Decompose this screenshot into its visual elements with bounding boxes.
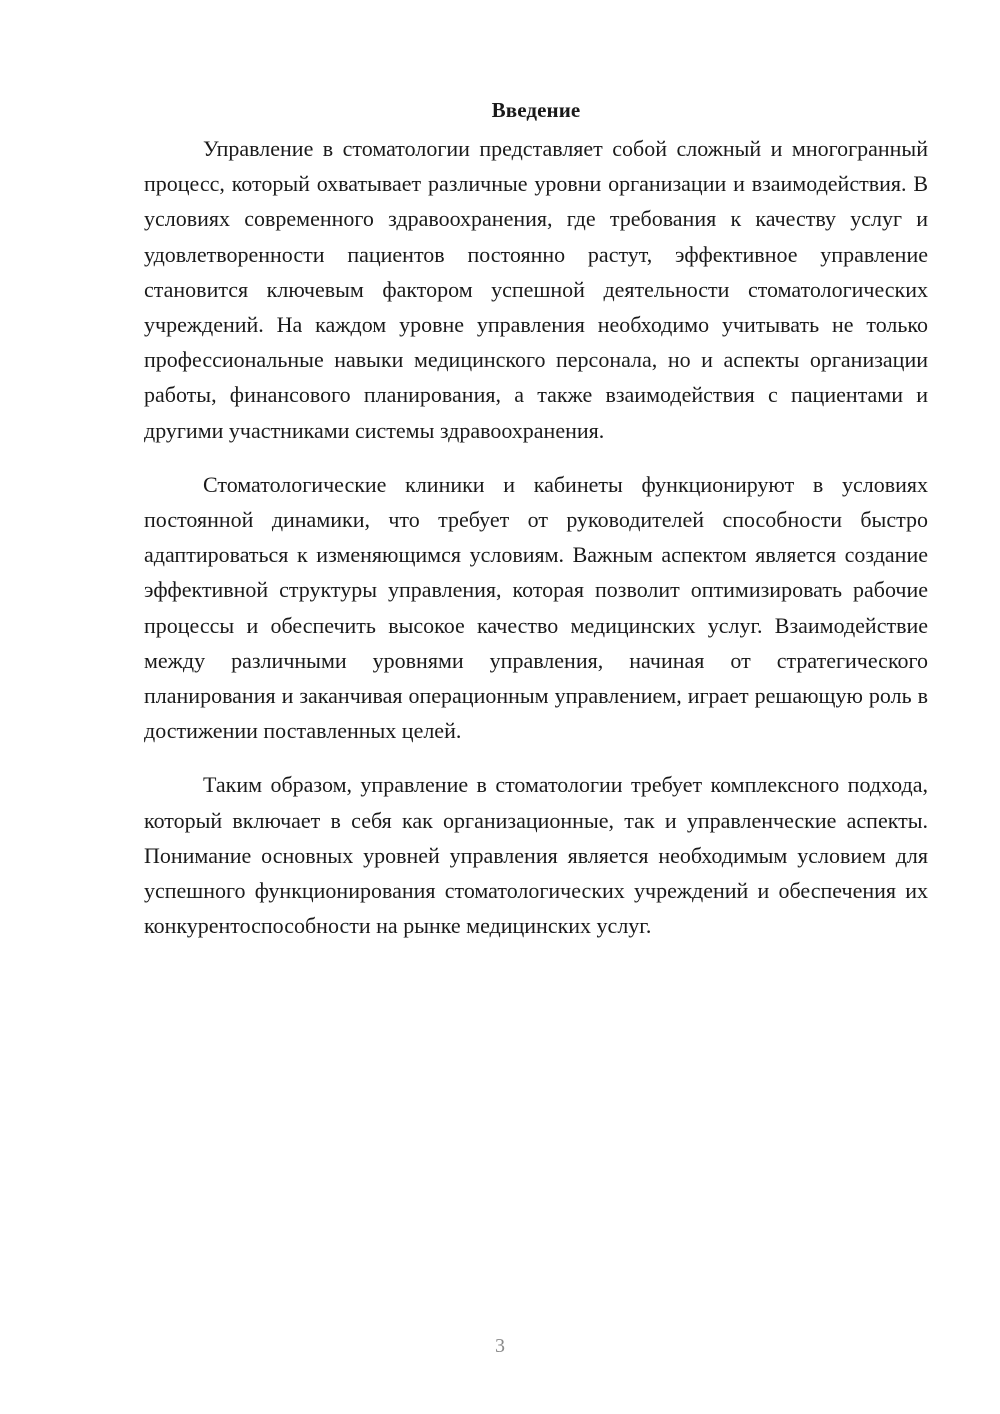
paragraph-1: Управление в стоматологии представляет собой сложный и многогранный процесс, который охватывает различные уровни организации и взаимодействия. В условиях современного здравоохранения, где требования к качеству услуг и удовлетворенности пациентов постоянно растут, эффективное управление становится ключевым фактором успешной деятельности стоматологических учреждений. На каждом уровне управления необходимо учитывать не только профессиональные навыки медицинского персонала, но и аспекты организации работы, финансового планирования, а также взаимодействия с пациентами и другими участниками системы здравоохранения. — [144, 136, 928, 443]
paragraph-3: Таким образом, управление в стоматологии требует комплексного подхода, который включает в себя как организационные, так и управленческие аспекты. Понимание основных уровней управления является необходимым условием для успешного функционирования стоматологических учреждений и обеспечения их конкурентоспособности на рынке медицинских услуг. — [144, 772, 928, 939]
document-page — [144, 94, 928, 943]
paragraph-2: Стоматологические клиники и кабинеты функционируют в условиях постоянной динамики, что требует от руководителей способности быстро адаптироваться к изменяющимся условиям. Важным аспектом является создание эффективной структуры управления, которая позволит оптимизировать рабочие процессы и обеспечить высокое качество медицинских услуг. Взаимодействие между различными уровнями управления, начиная от стратегического планирования и заканчивая операционным управлением, играет решающую роль в достижении поставленных целей. — [144, 471, 928, 744]
page-number: 3 — [495, 1335, 505, 1357]
section-title: Введение — [491, 98, 581, 122]
